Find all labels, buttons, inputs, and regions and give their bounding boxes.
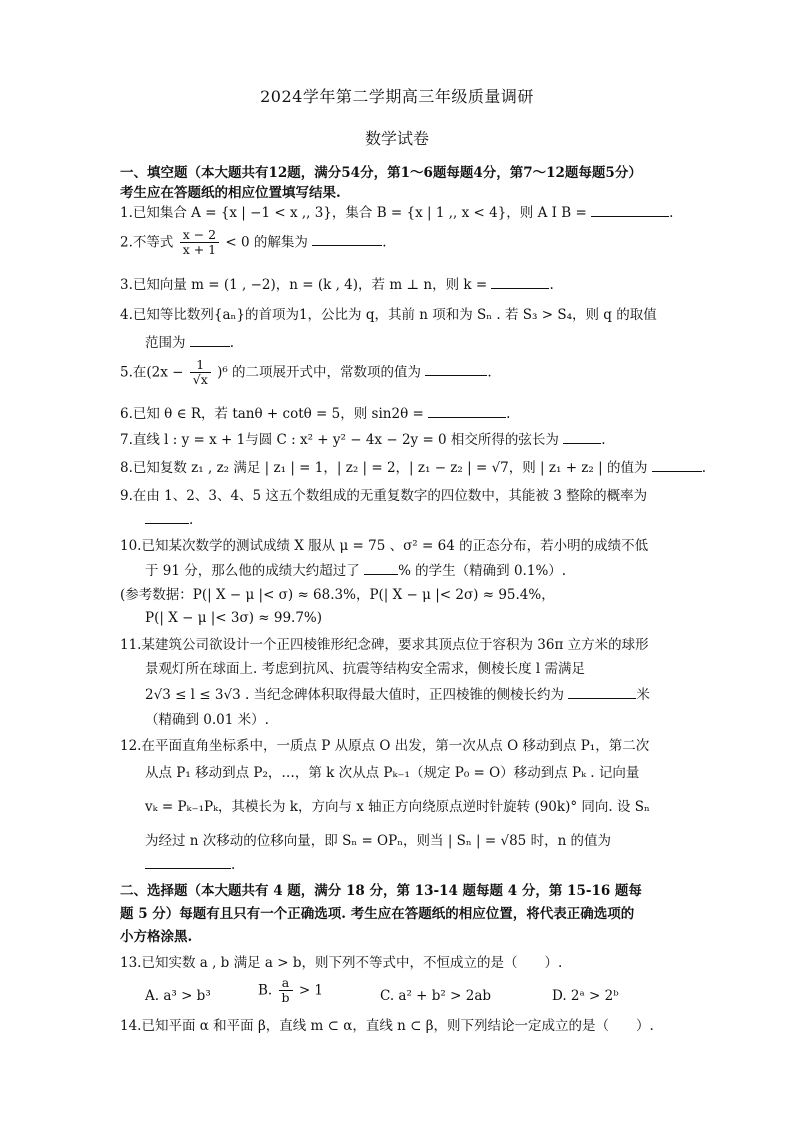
fraction-numerator: 1 bbox=[190, 358, 211, 373]
question-12: 12.在平面直角坐标系中，一质点 P 从原点 O 出发，第一次从点 O 移动到点 P₁，第二次 bbox=[120, 738, 650, 754]
question-5-suffix: )⁶ 的二项展开式中，常数项的值为 bbox=[217, 364, 422, 381]
question-6-end: . bbox=[506, 406, 511, 422]
option-b-label: B. bbox=[258, 982, 273, 999]
question-1-text: 1.已知集合 A = {x | −1 < x ,, 3}，集合 B = {x | 1 ,, x < 4}，则 A I B = bbox=[120, 205, 587, 221]
question-6-text: 6.已知 θ ∈ R，若 tanθ + cotθ = 5，则 sin2θ = bbox=[120, 406, 424, 422]
question-10-line2-tail: % 的学生（精确到 0.1%）. bbox=[398, 563, 567, 579]
question-4-end: . bbox=[229, 335, 235, 351]
question-11: 11.某建筑公司欲设计一个正四棱锥形纪念碑，要求其顶点位于容积为 36π 立方米的球形 bbox=[120, 637, 649, 653]
question-10-line2-text: 于 91 分，那么他的成绩大约超过了 bbox=[145, 563, 360, 579]
question-12-line3: vₖ = Pₖ₋₁Pₖ，其模长为 k，方向与 x 轴正方向绕原点逆时针旋转 (90k)° 同向. 设 Sₙ bbox=[145, 799, 650, 815]
exam-title: 2024学年第二学期高三年级质量调研 bbox=[260, 87, 534, 106]
question-4-cont bbox=[145, 334, 705, 352]
question-3-text: 3.已知向量 m = (1 , −2)，n = (k , 4)，若 m ⊥ n，则 k = bbox=[120, 277, 488, 293]
question-7-end: . bbox=[601, 432, 606, 448]
answer-blank bbox=[491, 287, 549, 289]
question-2-fraction bbox=[180, 228, 219, 258]
question-11-line4: （精确到 0.01 米）. bbox=[145, 712, 269, 728]
question-1 bbox=[120, 204, 680, 222]
question-8-end: . bbox=[701, 460, 707, 476]
question-10-reference: (参考数据：P(| X − μ |< σ) ≈ 68.3%，P(| X − μ |< 2σ) ≈ 95.4%， bbox=[120, 587, 555, 603]
question-2 bbox=[120, 228, 680, 258]
question-12-line4-text: 为经过 n 次移动的位移向量，即 Sₙ = OPₙ，则当 | Sₙ | = √85 时，n 的值为 bbox=[145, 833, 612, 849]
question-5-end: . bbox=[487, 364, 492, 381]
question-7 bbox=[120, 431, 680, 449]
section1-heading: 一、填空题（本大题共有12题，满分54分，第1～6题每题4分，第7～12题每题5分） bbox=[120, 165, 642, 181]
option-b-suffix: > 1 bbox=[298, 982, 324, 999]
question-7-text: 7.直线 l : y = x + 1与圆 C : x² + y² − 4x − 2y = 0 相交所得的弦长为 bbox=[120, 432, 559, 448]
question-4-line2: 范围为 bbox=[145, 335, 186, 351]
question-13: 13.已知实数 a , b 满足 a > b，则下列不等式中，不恒成立的是（ ）. bbox=[120, 955, 563, 971]
question-9: 9.在由 1、2、3、4、5 这五个数组成的无重复数字的四位数中，其能被 3 整除的概率为 bbox=[120, 488, 648, 504]
question-12-line2: 从点 P₁ 移动到点 P₂，…，第 k 次从点 Pₖ₋₁（规定 P₀ = O）移动到点 Pₖ . 记向量 bbox=[145, 765, 640, 781]
section2-instruction-cont: 小方格涂黑. bbox=[120, 929, 193, 945]
section1-instruction: 考生应在答题纸的相应位置填写结果. bbox=[120, 185, 341, 201]
answer-blank bbox=[591, 215, 669, 217]
question-12-line4 bbox=[145, 832, 705, 850]
option-b bbox=[258, 976, 323, 1006]
option-a: A. a³ > b³ bbox=[145, 988, 211, 1004]
fraction-numerator: x − 2 bbox=[180, 228, 219, 243]
answer-blank bbox=[364, 573, 398, 575]
option-c: C. a² + b² > 2ab bbox=[380, 988, 492, 1004]
question-4: 4.已知等比数列{aₙ}的首项为1，公比为 q，其前 n 项和为 Sₙ . 若 S₃ > S₄，则 q 的取值 bbox=[120, 307, 657, 323]
question-2-prefix: 2.不等式 bbox=[120, 234, 174, 251]
question-11-line2: 景观灯所在球面上. 考虑到抗风、抗震等结构安全需求，侧棱长度 l 需满足 bbox=[145, 661, 585, 677]
question-9-end: . bbox=[189, 512, 194, 528]
question-2-end: . bbox=[382, 234, 387, 251]
answer-blank bbox=[425, 374, 487, 376]
exam-subtitle: 数学试卷 bbox=[364, 129, 429, 148]
question-12-end: . bbox=[231, 857, 236, 873]
question-8-text: 8.已知复数 z₁ , z₂ 满足 | z₁ | = 1，| z₂ | = 2，| z₁ − z₂ | = √7，则 | z₁ + z₂ | 的值为 bbox=[120, 460, 648, 476]
answer-blank bbox=[428, 416, 506, 418]
section2-instruction: 题 5 分）每题有且只有一个正确选项. 考生应在答题纸的相应位置，将代表正确选项的 bbox=[120, 906, 635, 922]
answer-blank bbox=[145, 522, 189, 524]
question-1-end: . bbox=[669, 205, 674, 221]
answer-blank bbox=[312, 244, 382, 246]
question-12-answer bbox=[145, 856, 705, 874]
question-8 bbox=[120, 459, 707, 477]
question-3 bbox=[120, 276, 680, 294]
question-5-prefix: 5.在(2x − bbox=[120, 364, 184, 381]
answer-blank bbox=[145, 867, 231, 869]
question-9-cont bbox=[145, 511, 705, 529]
question-5-fraction bbox=[190, 358, 211, 388]
answer-blank bbox=[652, 470, 702, 472]
option-d: D. 2ᵃ > 2ᵇ bbox=[552, 988, 619, 1004]
question-10-line2 bbox=[145, 562, 705, 580]
fraction-denominator: √x bbox=[192, 372, 208, 388]
question-11-line3-text: 2√3 ≤ l ≤ 3√3 . 当纪念碑体积取得最大值时，正四棱锥的侧棱长约为 bbox=[145, 687, 565, 703]
section2-heading: 二、选择题（本大题共有 4 题，满分 18 分，第 13-14 题每题 4 分，第 15-16 题每 bbox=[120, 883, 642, 899]
question-14: 14.已知平面 α 和平面 β，直线 m ⊂ α，直线 n ⊂ β，则下列结论一定成立的是（ ）. bbox=[120, 1018, 654, 1034]
question-11-unit: 米 bbox=[636, 687, 650, 703]
question-10: 10.已知某次数学的测试成绩 X 服从 μ = 75 、σ² = 64 的正态分布，若小明的成绩不低 bbox=[120, 538, 649, 554]
question-10-reference-cont: P(| X − μ |< 3σ) ≈ 99.7%) bbox=[145, 610, 323, 626]
fraction-denominator: x + 1 bbox=[182, 242, 217, 258]
fraction-denominator: b bbox=[281, 990, 290, 1006]
question-6 bbox=[120, 405, 680, 423]
fraction-numerator: a bbox=[279, 976, 293, 991]
question-11-line3 bbox=[145, 686, 705, 704]
question-5 bbox=[120, 358, 680, 388]
option-b-fraction bbox=[279, 976, 293, 1006]
question-2-suffix: < 0 的解集为 bbox=[225, 234, 308, 251]
answer-blank bbox=[568, 697, 636, 699]
answer-blank bbox=[563, 442, 601, 444]
question-3-end: . bbox=[549, 277, 554, 293]
answer-blank bbox=[190, 345, 230, 347]
